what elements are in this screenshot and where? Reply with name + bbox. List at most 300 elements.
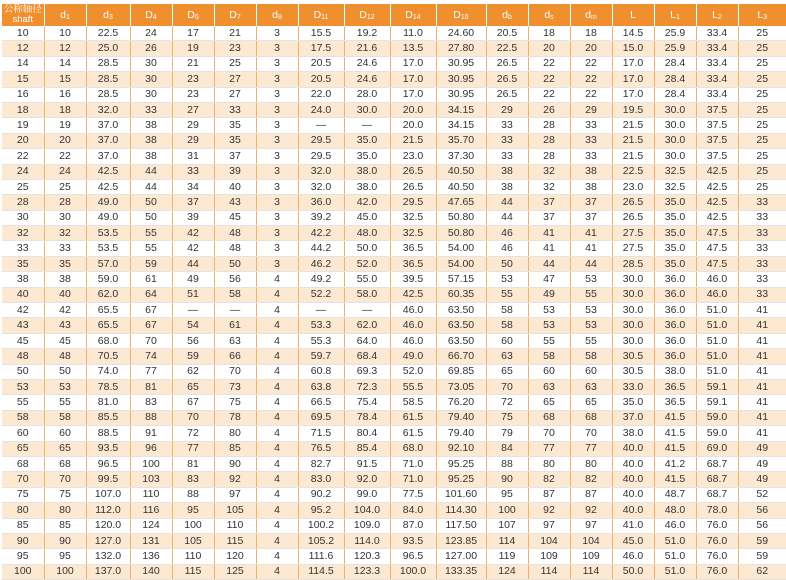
table-cell: 4 [256, 287, 298, 302]
table-cell: 30.5 [612, 349, 654, 364]
table-cell: 15 [44, 72, 86, 87]
table-cell: 30.0 [612, 303, 654, 318]
table-cell: 97 [528, 518, 570, 533]
table-cell: 51.0 [654, 549, 696, 564]
table-cell: 26.5 [612, 195, 654, 210]
table-cell: 110 [214, 518, 256, 533]
table-cell: 81 [172, 456, 214, 471]
table-row [2, 518, 786, 533]
table-cell: 64 [130, 287, 172, 302]
table-cell: 40 [214, 179, 256, 194]
table-cell: 37 [528, 195, 570, 210]
table-cell: 28.4 [654, 72, 696, 87]
table-cell: 88 [486, 456, 528, 471]
table-row [2, 379, 786, 394]
table-cell: 4 [256, 395, 298, 410]
table-cell: 53 [528, 303, 570, 318]
table-cell: 41 [738, 349, 786, 364]
table-cell: 55 [130, 241, 172, 256]
table-cell: 28.5 [86, 87, 130, 102]
table-cell: — [214, 303, 256, 318]
table-cell: 48.0 [654, 503, 696, 518]
table-row [2, 41, 786, 56]
table-cell: 68.7 [696, 456, 738, 471]
table-cell: 48.0 [344, 226, 390, 241]
table-cell: 37.5 [696, 118, 738, 133]
table-cell: 74 [130, 349, 172, 364]
table-cell: 67 [130, 318, 172, 333]
table-cell: 41 [738, 426, 786, 441]
table-cell: 32 [2, 226, 44, 241]
table-cell: 33 [2, 241, 44, 256]
table-cell: 100.2 [298, 518, 344, 533]
table-cell: 131 [130, 533, 172, 548]
table-cell: 4 [256, 333, 298, 348]
table-cell: 33 [738, 272, 786, 287]
table-cell: 17.5 [298, 41, 344, 56]
table-cell: 88 [172, 487, 214, 502]
table-cell: 33 [738, 195, 786, 210]
table-cell: 40.0 [612, 503, 654, 518]
column-header [256, 4, 298, 26]
table-cell: 78.0 [696, 503, 738, 518]
table-cell: 19 [2, 118, 44, 133]
column-header-subscript: 14 [412, 14, 421, 21]
table-cell: 65 [528, 395, 570, 410]
table-cell: 32 [528, 179, 570, 194]
column-header [654, 4, 696, 26]
table-cell: 93.5 [390, 533, 436, 548]
table-cell: 38 [130, 149, 172, 164]
table-cell: 114.30 [436, 503, 486, 518]
table-cell: 55.0 [344, 272, 390, 287]
column-header-symbol: D [313, 9, 322, 21]
table-cell: 40.50 [436, 179, 486, 194]
table-cell: 49.0 [390, 349, 436, 364]
table-cell: 76.0 [696, 533, 738, 548]
table-cell: 20 [528, 41, 570, 56]
table-cell: 22 [44, 149, 86, 164]
table-cell: 55 [44, 395, 86, 410]
table-cell: 44 [486, 210, 528, 225]
table-cell: 53 [570, 272, 612, 287]
table-cell: 52.0 [344, 256, 390, 271]
column-header-symbol: d [585, 9, 591, 21]
table-cell: 4 [256, 379, 298, 394]
table-cell: 46 [486, 226, 528, 241]
table-cell: 36.0 [298, 195, 344, 210]
table-cell: 24.6 [344, 72, 390, 87]
column-header [298, 4, 344, 26]
table-cell: 32.0 [86, 102, 130, 117]
table-cell: 95.25 [436, 456, 486, 471]
table-cell: 33.4 [696, 41, 738, 56]
table-cell: 100 [130, 456, 172, 471]
table-cell: 42 [44, 303, 86, 318]
table-cell: 42.5 [696, 210, 738, 225]
table-cell: 51.0 [696, 349, 738, 364]
column-header-subscript: 1 [675, 14, 680, 21]
table-cell: 68.7 [696, 472, 738, 487]
table-cell: 65 [44, 441, 86, 456]
table-cell: 53.5 [86, 226, 130, 241]
table-row [2, 426, 786, 441]
table-row [2, 410, 786, 425]
table-cell: 23 [172, 87, 214, 102]
table-cell: 22 [528, 87, 570, 102]
table-cell: 67 [172, 395, 214, 410]
table-cell: 4 [256, 472, 298, 487]
table-row [2, 564, 786, 579]
table-cell: 45 [2, 333, 44, 348]
table-cell: 133.35 [436, 564, 486, 579]
table-cell: 58 [570, 349, 612, 364]
table-cell: 39 [214, 164, 256, 179]
table-cell: 95.2 [298, 503, 344, 518]
table-row [2, 241, 786, 256]
table-cell: 27.5 [612, 226, 654, 241]
table-cell: 43 [214, 195, 256, 210]
table-cell: 28.0 [344, 87, 390, 102]
table-cell: 30.95 [436, 72, 486, 87]
table-cell: 36.5 [390, 241, 436, 256]
table-cell: 30 [44, 210, 86, 225]
table-cell: 59 [738, 549, 786, 564]
table-cell: 116 [130, 503, 172, 518]
table-cell: 4 [256, 410, 298, 425]
table-cell: 50.0 [344, 241, 390, 256]
table-cell: 119 [486, 549, 528, 564]
table-cell: 44 [130, 164, 172, 179]
table-cell: 10 [2, 26, 44, 41]
table-cell: 32.5 [390, 210, 436, 225]
table-cell: 15 [2, 72, 44, 87]
table-cell: 36.0 [654, 333, 696, 348]
table-cell: 17.0 [390, 72, 436, 87]
table-cell: 90 [486, 472, 528, 487]
table-cell: 41 [738, 303, 786, 318]
table-cell: 92 [528, 503, 570, 518]
table-cell: 69.85 [436, 364, 486, 379]
table-cell: 18 [44, 102, 86, 117]
table-cell: 33 [486, 133, 528, 148]
header-shaft [2, 4, 44, 26]
table-cell: 32.5 [390, 226, 436, 241]
table-cell: 49.2 [298, 272, 344, 287]
table-cell: 26 [130, 41, 172, 56]
table-cell: 80 [528, 456, 570, 471]
table-cell: 38 [486, 179, 528, 194]
table-cell: 59.7 [298, 349, 344, 364]
table-cell: 85.5 [86, 410, 130, 425]
table-cell: 64.0 [344, 333, 390, 348]
table-cell: 15.0 [612, 41, 654, 56]
table-cell: 75 [214, 395, 256, 410]
table-row [2, 164, 786, 179]
table-cell: 77.5 [390, 487, 436, 502]
table-cell: 62.0 [86, 287, 130, 302]
table-cell: 24.60 [436, 26, 486, 41]
table-cell: 20.5 [486, 26, 528, 41]
table-cell: 33 [738, 287, 786, 302]
table-cell: 55 [486, 287, 528, 302]
table-cell: 75.4 [344, 395, 390, 410]
table-cell: 82.7 [298, 456, 344, 471]
table-cell: 13.5 [390, 41, 436, 56]
table-cell: 100.0 [390, 564, 436, 579]
table-cell: 4 [256, 564, 298, 579]
table-cell: 70.5 [86, 349, 130, 364]
table-cell: 55 [570, 287, 612, 302]
table-cell: 46.0 [696, 287, 738, 302]
table-cell: 33 [570, 133, 612, 148]
table-cell: 20.5 [298, 56, 344, 71]
table-cell: 42.5 [696, 164, 738, 179]
table-cell: 59.0 [696, 426, 738, 441]
table-cell: 47 [528, 272, 570, 287]
table-cell: 21 [214, 26, 256, 41]
table-cell: 63.50 [436, 303, 486, 318]
table-cell: 35.0 [344, 133, 390, 148]
table-cell: 15.5 [298, 26, 344, 41]
table-row [2, 395, 786, 410]
table-cell: 19.2 [344, 26, 390, 41]
table-cell: 105 [214, 503, 256, 518]
table-cell: 26.5 [612, 210, 654, 225]
table-row [2, 472, 786, 487]
table-cell: 103 [130, 472, 172, 487]
table-cell: 68.7 [696, 487, 738, 502]
table-cell: 58.0 [344, 287, 390, 302]
table-cell: 63 [214, 333, 256, 348]
table-cell: 92.10 [436, 441, 486, 456]
table-cell: 55 [528, 333, 570, 348]
table-cell: 80 [570, 456, 612, 471]
table-cell: 18 [570, 26, 612, 41]
table-cell: 35.70 [436, 133, 486, 148]
table-cell: 42.5 [390, 287, 436, 302]
table-cell: 28.4 [654, 56, 696, 71]
table-cell: 11.0 [390, 26, 436, 41]
table-cell: 27 [214, 72, 256, 87]
table-cell: 84 [486, 441, 528, 456]
table-cell: 44.2 [298, 241, 344, 256]
table-cell: 57.15 [436, 272, 486, 287]
table-cell: 24 [130, 26, 172, 41]
table-cell: 28 [528, 118, 570, 133]
table-cell: 92 [214, 472, 256, 487]
table-cell: 45 [44, 333, 86, 348]
table-cell: 17.0 [390, 87, 436, 102]
table-cell: 41 [738, 395, 786, 410]
table-cell: 19 [44, 118, 86, 133]
table-cell: 77 [130, 364, 172, 379]
column-header-symbol: L [757, 9, 764, 21]
table-row [2, 503, 786, 518]
table-cell: 61.5 [390, 410, 436, 425]
table-cell: 57.0 [86, 256, 130, 271]
table-cell: 41 [738, 410, 786, 425]
table-cell: 30.0 [654, 133, 696, 148]
table-cell: 53.3 [298, 318, 344, 333]
table-cell: 18 [2, 102, 44, 117]
table-cell: 105.2 [298, 533, 344, 548]
table-cell: 91 [130, 426, 172, 441]
column-header-symbol: D [145, 9, 153, 21]
table-cell: 63 [570, 379, 612, 394]
table-cell: 76.0 [696, 564, 738, 579]
header-shaft-cn: 公称轴径 [3, 4, 42, 15]
table-cell: 25 [738, 102, 786, 117]
table-cell: 59 [172, 349, 214, 364]
table-cell: 21.5 [612, 149, 654, 164]
table-cell: 25 [738, 41, 786, 56]
table-cell: 24.0 [298, 102, 344, 117]
table-cell: 95 [486, 487, 528, 502]
table-cell: 74.0 [86, 364, 130, 379]
table-cell: 12 [2, 41, 44, 56]
table-cell: 90.2 [298, 487, 344, 502]
table-cell: 49 [528, 287, 570, 302]
table-row [2, 272, 786, 287]
table-cell: 112.0 [86, 503, 130, 518]
table-cell: 53 [570, 303, 612, 318]
table-cell: 42 [2, 303, 44, 318]
table-cell: 42.2 [298, 226, 344, 241]
table-cell: 17.0 [390, 56, 436, 71]
table-cell: 127.00 [436, 549, 486, 564]
table-row [2, 441, 786, 456]
table-cell: 30 [130, 87, 172, 102]
table-cell: 100 [172, 518, 214, 533]
table-cell: 120.0 [86, 518, 130, 533]
table-cell: 32.5 [654, 164, 696, 179]
table-cell: 83 [130, 395, 172, 410]
table-cell: 68 [570, 410, 612, 425]
table-cell: 41 [570, 241, 612, 256]
table-cell: 35.0 [654, 226, 696, 241]
table-cell: 51.0 [696, 303, 738, 318]
column-header-symbol: d [272, 9, 278, 21]
table-cell: 132.0 [86, 549, 130, 564]
table-cell: 23 [214, 41, 256, 56]
table-cell: 38 [44, 272, 86, 287]
column-header-symbol: L [630, 9, 636, 21]
table-cell: 44 [486, 195, 528, 210]
table-cell: 3 [256, 118, 298, 133]
table-cell: 72 [172, 426, 214, 441]
table-cell: 37.0 [86, 118, 130, 133]
table-cell: 17.0 [612, 56, 654, 71]
column-header-subscript: 3 [763, 14, 768, 21]
table-cell: 77 [570, 441, 612, 456]
table-cell: 48 [44, 349, 86, 364]
table-cell: 60 [2, 426, 44, 441]
table-cell: 82 [570, 472, 612, 487]
table-cell: 33.4 [696, 56, 738, 71]
table-cell: 33 [486, 149, 528, 164]
table-cell: 25 [738, 164, 786, 179]
table-cell: 28 [528, 149, 570, 164]
table-cell: 61.5 [390, 426, 436, 441]
table-row [2, 487, 786, 502]
table-cell: 42 [172, 241, 214, 256]
table-row [2, 195, 786, 210]
table-cell: 21.5 [390, 133, 436, 148]
column-header-symbol: d [60, 9, 66, 21]
table-cell: 28 [2, 195, 44, 210]
table-cell: 55 [130, 226, 172, 241]
table-cell: 3 [256, 133, 298, 148]
table-cell: 104 [570, 533, 612, 548]
table-cell: 60.8 [298, 364, 344, 379]
table-cell: 27 [172, 102, 214, 117]
table-cell: 30.0 [654, 149, 696, 164]
table-cell: 3 [256, 56, 298, 71]
table-cell: — [344, 118, 390, 133]
table-cell: 38 [570, 164, 612, 179]
table-cell: 87 [570, 487, 612, 502]
table-cell: 61 [214, 318, 256, 333]
table-cell: 22 [2, 149, 44, 164]
table-cell: 48.7 [654, 487, 696, 502]
table-cell: 60 [486, 333, 528, 348]
table-cell: 52.2 [298, 287, 344, 302]
table-cell: 3 [256, 149, 298, 164]
table-cell: 88 [130, 410, 172, 425]
table-row [2, 149, 786, 164]
table-cell: 41.5 [654, 441, 696, 456]
table-cell: 50 [486, 256, 528, 271]
table-cell: 83 [172, 472, 214, 487]
table-cell: 25 [738, 179, 786, 194]
table-cell: 3 [256, 241, 298, 256]
table-cell: 44 [570, 256, 612, 271]
table-cell: 59 [738, 533, 786, 548]
table-cell: 3 [256, 179, 298, 194]
table-cell: 55.5 [390, 379, 436, 394]
column-header-symbol: D [359, 9, 367, 21]
table-row [2, 26, 786, 41]
table-cell: 53 [44, 379, 86, 394]
table-cell: 58 [44, 410, 86, 425]
table-cell: 100 [44, 564, 86, 579]
table-cell: 22 [528, 56, 570, 71]
table-cell: 137.0 [86, 564, 130, 579]
table-cell: 97 [214, 487, 256, 502]
table-cell: 59.1 [696, 395, 738, 410]
table-cell: 27.5 [612, 241, 654, 256]
table-cell: 45.0 [344, 210, 390, 225]
table-cell: 80 [2, 503, 44, 518]
table-cell: 16 [2, 87, 44, 102]
column-header [130, 4, 172, 26]
table-cell: 3 [256, 256, 298, 271]
table-cell: 51.0 [696, 364, 738, 379]
table-cell: 76.0 [696, 549, 738, 564]
table-cell: 56 [738, 503, 786, 518]
table-cell: 24 [2, 164, 44, 179]
table-cell: 28.5 [612, 256, 654, 271]
table-cell: 33 [570, 118, 612, 133]
table-cell: 28.5 [86, 56, 130, 71]
table-cell: 71.0 [390, 472, 436, 487]
table-cell: 79.40 [436, 426, 486, 441]
table-cell: 26.5 [486, 87, 528, 102]
table-cell: 4 [256, 456, 298, 471]
table-cell: 81.0 [86, 395, 130, 410]
table-cell: 38.0 [612, 426, 654, 441]
